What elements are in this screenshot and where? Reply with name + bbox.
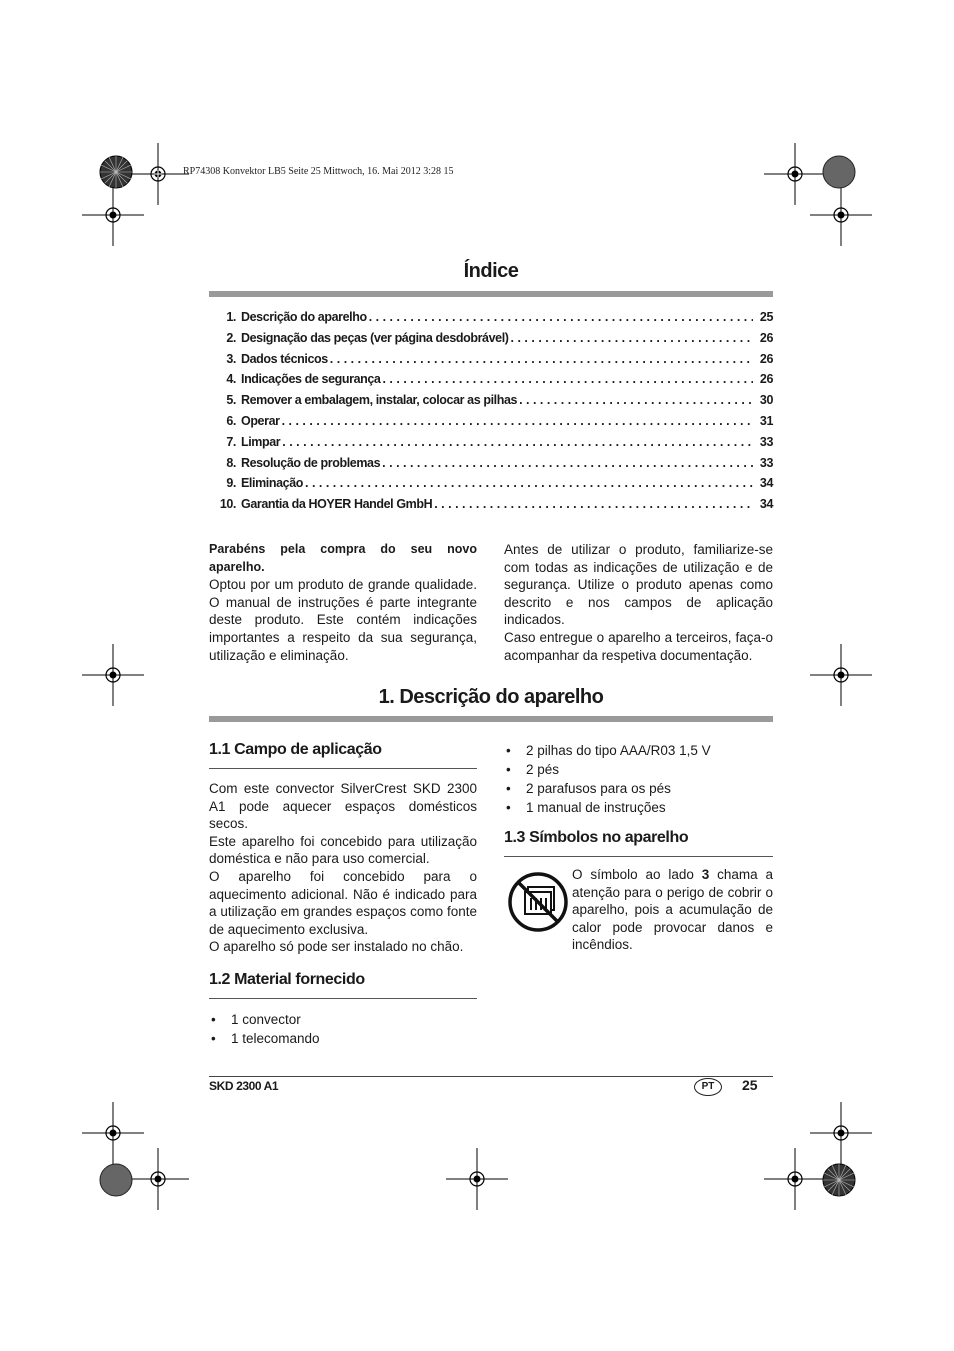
toc-entry[interactable]: 10. Garantia da HOYER Handel GmbH . . . 34 [209,497,773,518]
toc-entry[interactable]: 3. Dados técnicos . . . 26 [209,352,773,373]
body-paragraph: O aparelho foi concebido para o aquecimento adicional. Não é indicado para a utilização em grandes espaços como fonte de aquecimento exclusiva. [209,868,477,937]
registration-mark-icon [127,1148,189,1210]
registration-mark-icon [810,644,872,706]
toc-entry[interactable]: 8. Resolução de problemas . . . 33 [209,456,773,477]
language-badge: PT [694,1078,722,1096]
print-rosette-icon [822,1163,856,1197]
footer-rule [209,1076,773,1077]
registration-mark-icon [810,184,872,246]
list-item: • 2 parafusos para os pés [504,779,773,798]
body-paragraph: O aparelho só pode ser instalado no chão. [209,939,464,955]
subsection-rule [209,998,477,999]
subsection-rule [209,768,477,769]
intro-left-column [209,541,477,664]
subsection-rule [504,856,773,857]
symbol-description: O símbolo ao lado 3 chama a atenção para o perigo de cobrir o aparelho, pois a acumulação de calor pode provocar danos e incêndios. [572,867,773,953]
delivery-list-part1 [209,1010,477,1048]
subsection-title-1-1: 1.1 Campo de aplicação [209,741,382,758]
footer-model: SKD 2300 A1 [209,1079,279,1093]
part-reference: 3 [701,867,710,882]
list-item: • 1 convector [209,1010,477,1029]
print-rosette-icon [822,155,856,189]
print-header: RP74308 Konvektor LB5 Seite 25 Mittwoch, 16. Mai 2012 3:28 15 [183,166,454,177]
intro-heading: Parabéns pela compra do seu novo aparelho. [209,542,477,574]
print-rosette-icon [99,1163,133,1197]
body-paragraph: Este aparelho foi concebido para utilização doméstica e não para uso comercial. [209,833,477,867]
page-number: 25 [742,1077,758,1093]
intro-paragraph: Caso entregue o aparelho a terceiros, faça-o acompanhar da respetiva documentação. [504,629,773,663]
subsection-1-1-body [209,780,477,956]
list-item: • 1 telecomando [209,1029,477,1048]
table-of-contents [209,310,773,518]
index-title: Índice [463,260,519,282]
registration-mark-icon [446,1148,508,1210]
list-item: • 2 pilhas do tipo AAA/R03 1,5 V [504,741,773,760]
subsection-title-1-3: 1.3 Símbolos no aparelho [504,829,689,846]
list-item: • 1 manual de instruções [504,798,773,817]
toc-entry[interactable]: 4. Indicações de segurança . . . 26 [209,372,773,393]
toc-entry[interactable]: 7. Limpar . . . 33 [209,435,773,456]
section-title-bar [209,716,773,722]
toc-entry[interactable]: 9. Eliminação . . . 34 [209,476,773,497]
toc-entry[interactable]: 2. Designação das peças (ver página desdobrável) . . . 26 [209,331,773,352]
registration-mark-icon [764,1148,826,1210]
intro-paragraph: Antes de utilizar o produto, familiarize-se com todas as indicações de utilização e de segurança. Utilize o produto apenas como descrito e nos campos de aplicação indicados. [504,542,773,628]
list-item: • 2 pés [504,760,773,779]
index-title-bar [209,291,773,297]
section-title: 1. Descrição do aparelho [378,686,604,708]
delivery-list-part2 [504,741,773,817]
intro-paragraph: Optou por um produto de grande qualidade. O manual de instruções é parte integrante deste produto. Este contém indicações importantes a respeito da sua segurança, utilização e eliminação. [209,577,477,663]
do-not-cover-icon [508,872,568,932]
body-paragraph: Com este convector SilverCrest SKD 2300 A1 pode aquecer espaços domésticos secos. [209,781,477,832]
toc-entry[interactable]: 5. Remover a embalagem, instalar, colocar as pilhas . . . 30 [209,393,773,414]
intro-right-column [504,541,773,664]
toc-entry[interactable]: 6. Operar . . . 31 [209,414,773,435]
toc-entry[interactable]: 1. Descrição do aparelho . . . 25 [209,310,773,331]
registration-mark-icon [82,184,144,246]
print-rosette-icon [99,155,133,189]
registration-mark-icon [82,644,144,706]
subsection-title-1-2: 1.2 Material fornecido [209,971,365,988]
